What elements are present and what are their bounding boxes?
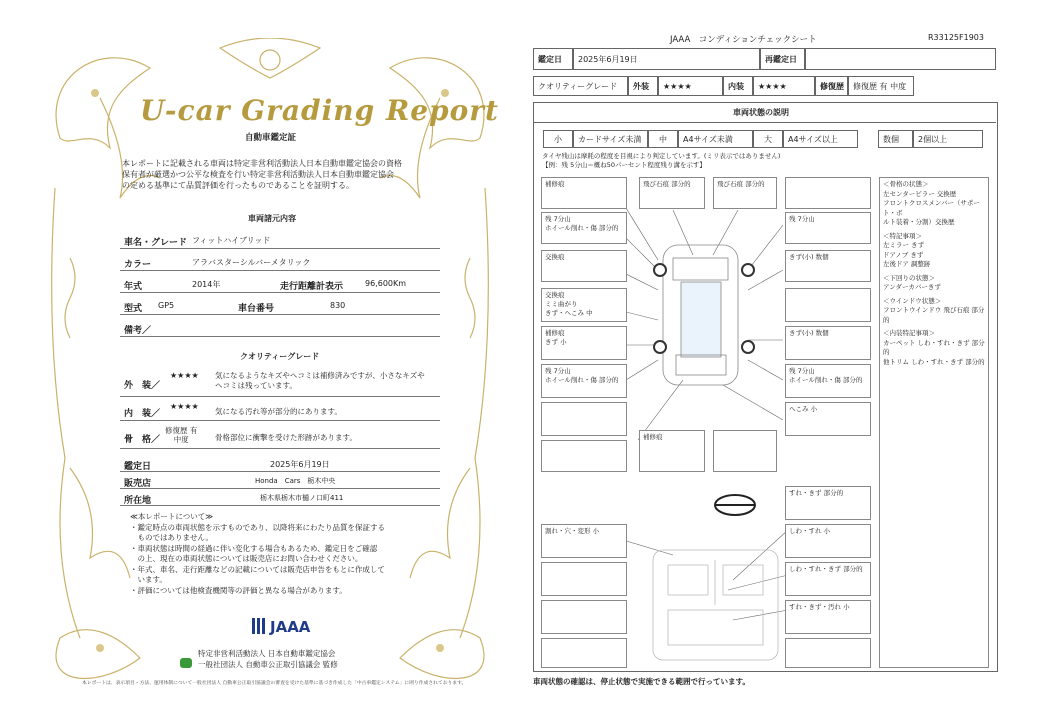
legend-small: 小 [543, 130, 573, 148]
damage-box-left-fender: 交換痕 [541, 250, 627, 282]
damage-box-tire-rear-left: 残 7分山 ホイール削れ・傷 部分的 [541, 364, 627, 398]
damage-box-left-rear-door: 補修痕 きず 小 [541, 326, 627, 360]
interior-stars: ★★★★ [753, 76, 815, 96]
damage-box-front-left: 補修痕 [541, 177, 627, 209]
damage-box-rear-right: へこみ 小 [785, 402, 871, 436]
repair-history-label: 修復歴 [815, 76, 848, 96]
quality-row-exterior: 外 装／ ★★★★ 気になるようなキズやヘコミは補修済みですが、小さなキズや ヘコミは残っています。 [120, 368, 440, 397]
spec-row-color: カラー アラバスターシルバーメタリック [120, 252, 440, 271]
date-label: 鑑定日 [533, 48, 573, 70]
legend-small-desc: カードサイズ未満 [573, 130, 648, 148]
footer-note: 車両状態の確認は、停止状態で実施できる範囲で行っています。 [533, 677, 750, 686]
info-row-dealer: 販売店 Honda Cars 栃木中央 [120, 473, 440, 489]
damage-box-windshield: 飛び石痕 部分的 [639, 177, 705, 209]
report-subtitle: 自動車鑑定証 [245, 133, 297, 143]
jaaa-logo: JAAA [250, 616, 320, 638]
damage-box-tire-rear-right: 残 7分山 ホイール削れ・傷 部分的 [785, 364, 871, 398]
date-value: 2025年6月19日 [573, 48, 760, 70]
interior-box-steering: すれ・きず 部分的 [785, 486, 871, 520]
jaaa-logo-icon [250, 616, 266, 636]
legend-large: 大 [753, 130, 783, 148]
damage-box-left-pillar: 交換痕 ミミ曲がり きず・へこみ 中 [541, 288, 627, 322]
damage-box-right-fender: きず(小) 数個 [785, 250, 871, 282]
damage-box-rear-bumper-left [541, 440, 627, 472]
intro-text: 本レポートに記載される車両は特定非営利活動法人日本自動車鑑定協会の資格 保有者が厳選かつ公平な検査を行い特定非営利活動法人日本自動車鑑定協会 の定める基準にて品質評価を行ったものであることを証明する。 [122, 159, 402, 190]
interior-box-left-trim [541, 562, 627, 596]
special-notes-panel: ＜骨格の状態＞ 左センターピラー 交換歴 フロントクロスメンバー（サポート・ボ ルト装着・分割）交換歴 ＜特記事項＞ 左ミラー きず ドアノブ きず 左後ドア 調整跡 ＜下回りの状態＞ アンダーカバーきず ＜ウインドウ状態＞ フロントウインドウ 飛び石痕 部分的 ＜内装特記事項＞ カーペット しわ・すれ・きず 部分的 他トリム しわ・すれ・きず 部分的 [879, 177, 989, 668]
damage-box-right-door [785, 288, 871, 322]
info-row-date: 鑑定日 2025年6月19日 [120, 456, 440, 472]
notice-block: ≪本レポートについて≫ ・鑑定時点の車両状態を示すものであり、以降将来にわたり品質を保証する ものではありません。 ・車両状態は時間の経過に伴い変化する場合もあるため、鑑定日をご確認 の上、現在の車両状態については販売店にお問い合わせください。 ・年式、車名、走行距離などの記載については販売店申告をもとに作成して います。 ・評価については他検査機関等の評価と異なる場合があります。 [130, 512, 385, 595]
spec-row-model: 車名・グレード フィットハイブリッド [120, 230, 440, 249]
damage-box-right-rear-door: きず(小) 数個 [785, 326, 871, 360]
legend-medium-desc: A4サイズ未満 [678, 130, 753, 148]
interior-box-carpet [541, 600, 627, 634]
count-value: 2個以上 [913, 130, 983, 148]
description-heading: 車両状態の説明 [733, 108, 789, 117]
legend-medium: 中 [648, 130, 678, 148]
damage-box-front-right [785, 177, 871, 209]
quality-grade-label: クオリティーグレード [533, 76, 628, 96]
grading-report-panel [40, 38, 500, 693]
interior-box-dashboard: 割れ・穴・変形 小 [541, 524, 627, 558]
info-row-address: 所在地 栃木県栃木市樋ノ口町411 [120, 490, 440, 506]
quality-heading: クオリティーグレード [240, 352, 320, 361]
spec-row-notes: 備考／ [120, 318, 440, 337]
reference-number: R33125F1903 [928, 33, 984, 42]
redate-label: 再鑑定日 [760, 48, 805, 70]
exterior-stars: ★★★★ [658, 76, 723, 96]
quality-row-frame: 骨 格／ 修復歴 有 中度 骨格部位に衝撃を受けた形跡があります。 [120, 424, 440, 449]
damage-box-rear-bumper: 補修痕 [639, 430, 705, 472]
interior-box-trunk-left [541, 638, 627, 668]
interior-box-trunk-right [785, 638, 871, 668]
spec-heading: 車両諸元内容 [248, 214, 296, 223]
sheet-title: JAAA コンディションチェックシート [670, 35, 817, 45]
spec-row-year: 年式 2014年 走行距離計表示 96,600Km [120, 274, 440, 293]
interior-label: 内装 [723, 76, 753, 96]
fair-trade-icon [180, 658, 192, 668]
damage-box-roof: 飛び石痕 部分的 [713, 177, 777, 209]
footnote: 本レポートは、表示項目・方法、運用体制について一般社団法人 自動車公正取引協議会の審査を受けた基準に基づき作成した「中古車鑑定システム」に則り作成されております。 [82, 681, 467, 686]
repair-history-value: 修復歴 有 中度 [848, 76, 914, 96]
damage-box-rear-left [541, 402, 627, 436]
quality-row-interior: 内 装／ ★★★★ 気になる汚れ等が部分的にあります。 [120, 400, 440, 421]
exterior-label: 外装 [628, 76, 658, 96]
report-title: U-car Grading Report [140, 94, 499, 127]
damage-box-tire-front-right: 残 7分山 [785, 212, 871, 244]
damage-box-rear-hatch [713, 430, 777, 472]
spec-row-type: 型式 GP5 車台番号 830 [120, 296, 440, 315]
redate-value [805, 48, 996, 70]
org-secondary: 一般社団法人 自動車公正取引協議会 監修 [198, 660, 338, 669]
count-label: 数個 [878, 130, 913, 148]
interior-box-headliner: すれ・きず・汚れ 小 [785, 600, 871, 634]
interior-box-rear-seat: しわ・すれ・きず 部分的 [785, 562, 871, 596]
legend-large-desc: A4サイズ以上 [783, 130, 858, 148]
org-primary: 特定非営利活動法人 日本自動車鑑定協会 [198, 649, 336, 658]
tire-note: タイヤ残山は摩耗の程度を目視により判定しています。(ミリ表示ではありません) 【例：残 5分山＝概ね50パーセント程度残り溝を示す】 [542, 152, 781, 169]
interior-box-front-seat: しわ・すれ 小 [785, 524, 871, 558]
damage-box-tire-front-left: 残 7分山 ホイール削れ・傷 部分的 [541, 212, 627, 244]
